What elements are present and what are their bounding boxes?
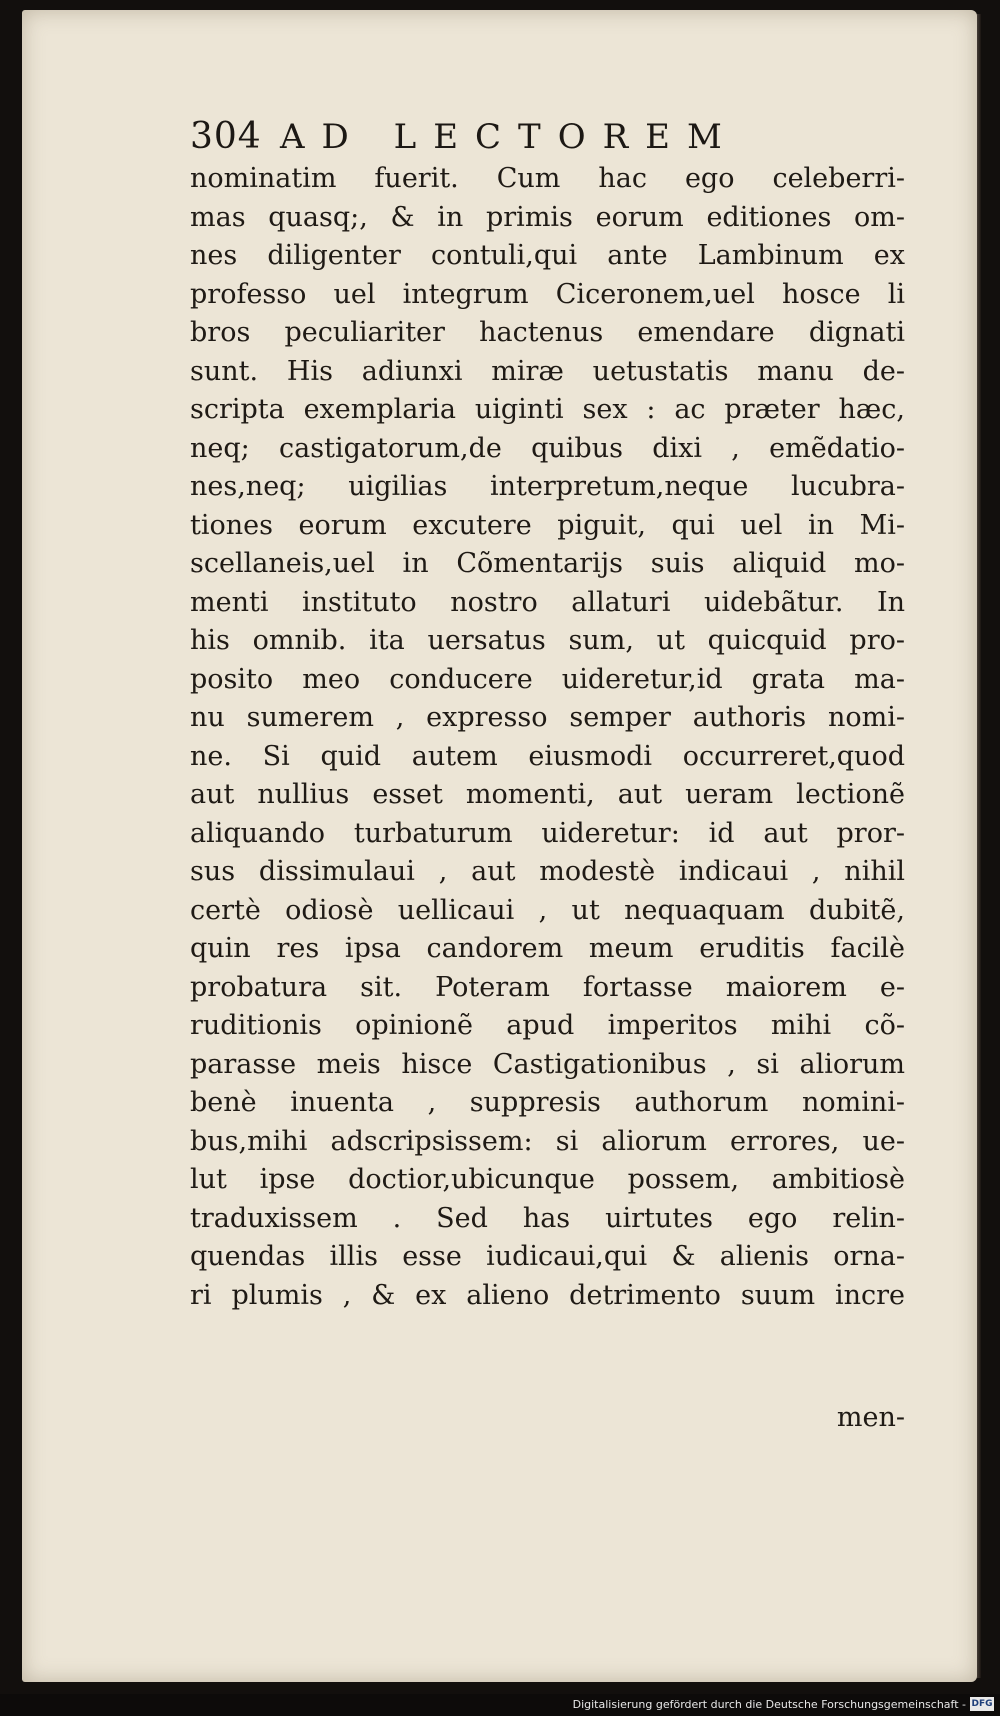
text-line: nes,neq; uigilias interpretum,neque lucubra-	[190, 471, 905, 502]
text-line: bus,mihi adscripsissem: si aliorum errores, ue-	[190, 1125, 905, 1157]
text-line: certè odiosè uellicaui , ut nequaquam dubitẽ,	[190, 894, 905, 926]
text-line: nes diligenter contuli,qui ante Lambinum ex	[190, 240, 905, 271]
text-line: lut ipse doctior,ubicunque possem, ambitiosè	[190, 1164, 905, 1195]
text-line: ne. Si quid autem eiusmodi occurreret,quod	[190, 740, 905, 772]
text-line: professo uel integrum Ciceronem,uel hosce li	[190, 278, 905, 310]
text-line: parasse meis hisce Castigationibus , si aliorum	[190, 1048, 905, 1080]
text-line: neq; castigatorum,de quibus dixi , emẽdatio-	[190, 432, 905, 464]
text-line: sunt. His adiunxi miræ uetustatis manu de-	[190, 355, 905, 387]
text-line: aliquando turbaturum uideretur: id aut pror-	[190, 817, 905, 849]
text-line: posito meo conducere uideretur,id grata ma-	[190, 663, 905, 695]
text-line: menti instituto nostro allaturi uidebãtur. In	[190, 586, 905, 618]
text-line: nominatim fuerit. Cum hac ego celeberri-	[190, 163, 905, 194]
text-line: scellaneis,uel in Cõmentarijs suis aliquid mo-	[190, 548, 905, 579]
text-line: nu sumerem , expresso semper authoris nomi-	[190, 702, 905, 733]
catchword: men-	[836, 1402, 905, 1433]
running-head	[190, 112, 830, 162]
text-line: tiones eorum excutere piguit, qui uel in Mi-	[190, 509, 905, 541]
dfg-logo: DFG	[971, 1699, 993, 1709]
body-text	[190, 160, 905, 1315]
page-number: 304	[190, 116, 262, 157]
text-line: probatura sit. Poteram fortasse maiorem e-	[190, 971, 905, 1003]
text-line: bros peculiariter hactenus emendare dignati	[190, 317, 905, 348]
running-head-title: AD LECTOREM	[280, 117, 739, 157]
text-line: quendas illis esse iudicaui,qui & alienis orna-	[190, 1241, 905, 1272]
text-line: his omnib. ita uersatus sum, ut quicquid pro-	[190, 625, 905, 656]
text-line: sus dissimulaui , aut modestè indicaui , nihil	[190, 856, 905, 887]
text-line: mas quasq;, & in primis eorum editiones om-	[190, 201, 905, 233]
text-line: quin res ipsa candorem meum eruditis facilè	[190, 933, 905, 964]
text-line: ri plumis , & ex alieno detrimento suum incre	[190, 1279, 905, 1311]
text-line: ruditionis opinionẽ apud imperitos mihi cõ-	[190, 1010, 905, 1041]
text-line: benè inuenta , suppresis authorum nomini-	[190, 1087, 905, 1118]
footer-credit: Digitalisierung gefördert durch die Deutsche Forschungsgemeinschaft -	[572, 1698, 966, 1711]
text-line: scripta exemplaria uiginti sex : ac præter hæc,	[190, 394, 905, 425]
text-line: aut nullius esset momenti, aut ueram lectionẽ	[190, 779, 905, 810]
text-line: traduxissem . Sed has uirtutes ego relin-	[190, 1202, 905, 1234]
